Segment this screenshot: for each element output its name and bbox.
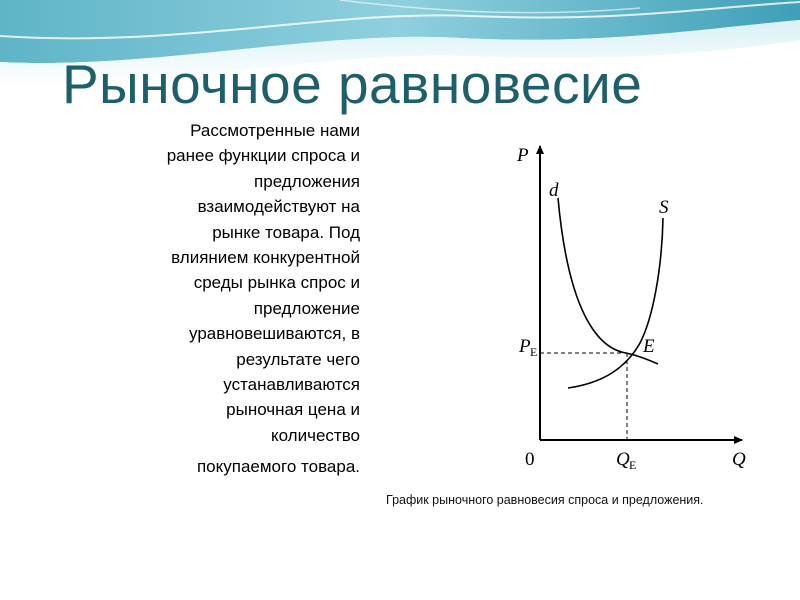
supply-curve: [568, 218, 663, 388]
body-text: [110, 118, 360, 480]
page-title: Рыночное равновесие: [62, 53, 643, 115]
body-line: предложения: [254, 171, 360, 191]
body-line: устанавливаются: [223, 375, 360, 395]
body-line-last: покупаемого товара.: [196, 457, 360, 477]
body-line: предложение: [253, 298, 360, 318]
demand-label: d: [549, 180, 559, 201]
equilibrium-label: E: [643, 336, 655, 357]
origin-label: 0: [525, 449, 535, 470]
body-line: ранее функции спроса и: [166, 146, 360, 166]
axis-x-label: Q: [732, 449, 746, 470]
equilibrium-graph-svg: [368, 138, 784, 520]
body-line: среды рынка спрос и: [193, 273, 360, 293]
supply-label: S: [659, 197, 669, 218]
quantity-label: Q: [616, 449, 630, 470]
body-line: взаимодействуют на: [197, 197, 360, 217]
price-label: P: [519, 336, 531, 357]
price-label-subscript: E: [530, 345, 538, 359]
body-line: результате чего: [236, 349, 360, 369]
body-line: рыночная цена и: [226, 400, 360, 420]
body-line: Рассмотренные нами: [190, 121, 360, 140]
body-line: уравновешиваются, в: [189, 324, 360, 344]
equilibrium-graph: [368, 138, 784, 520]
body-line: количество: [270, 425, 360, 445]
quantity-label-subscript: E: [629, 458, 637, 472]
body-line: рынке товара. Под: [212, 222, 360, 242]
axis-y-label: P: [517, 145, 529, 166]
graph-caption: График рыночного равновесия спроса и предложения.: [386, 493, 704, 507]
body-line: влиянием конкурентной: [171, 248, 360, 268]
